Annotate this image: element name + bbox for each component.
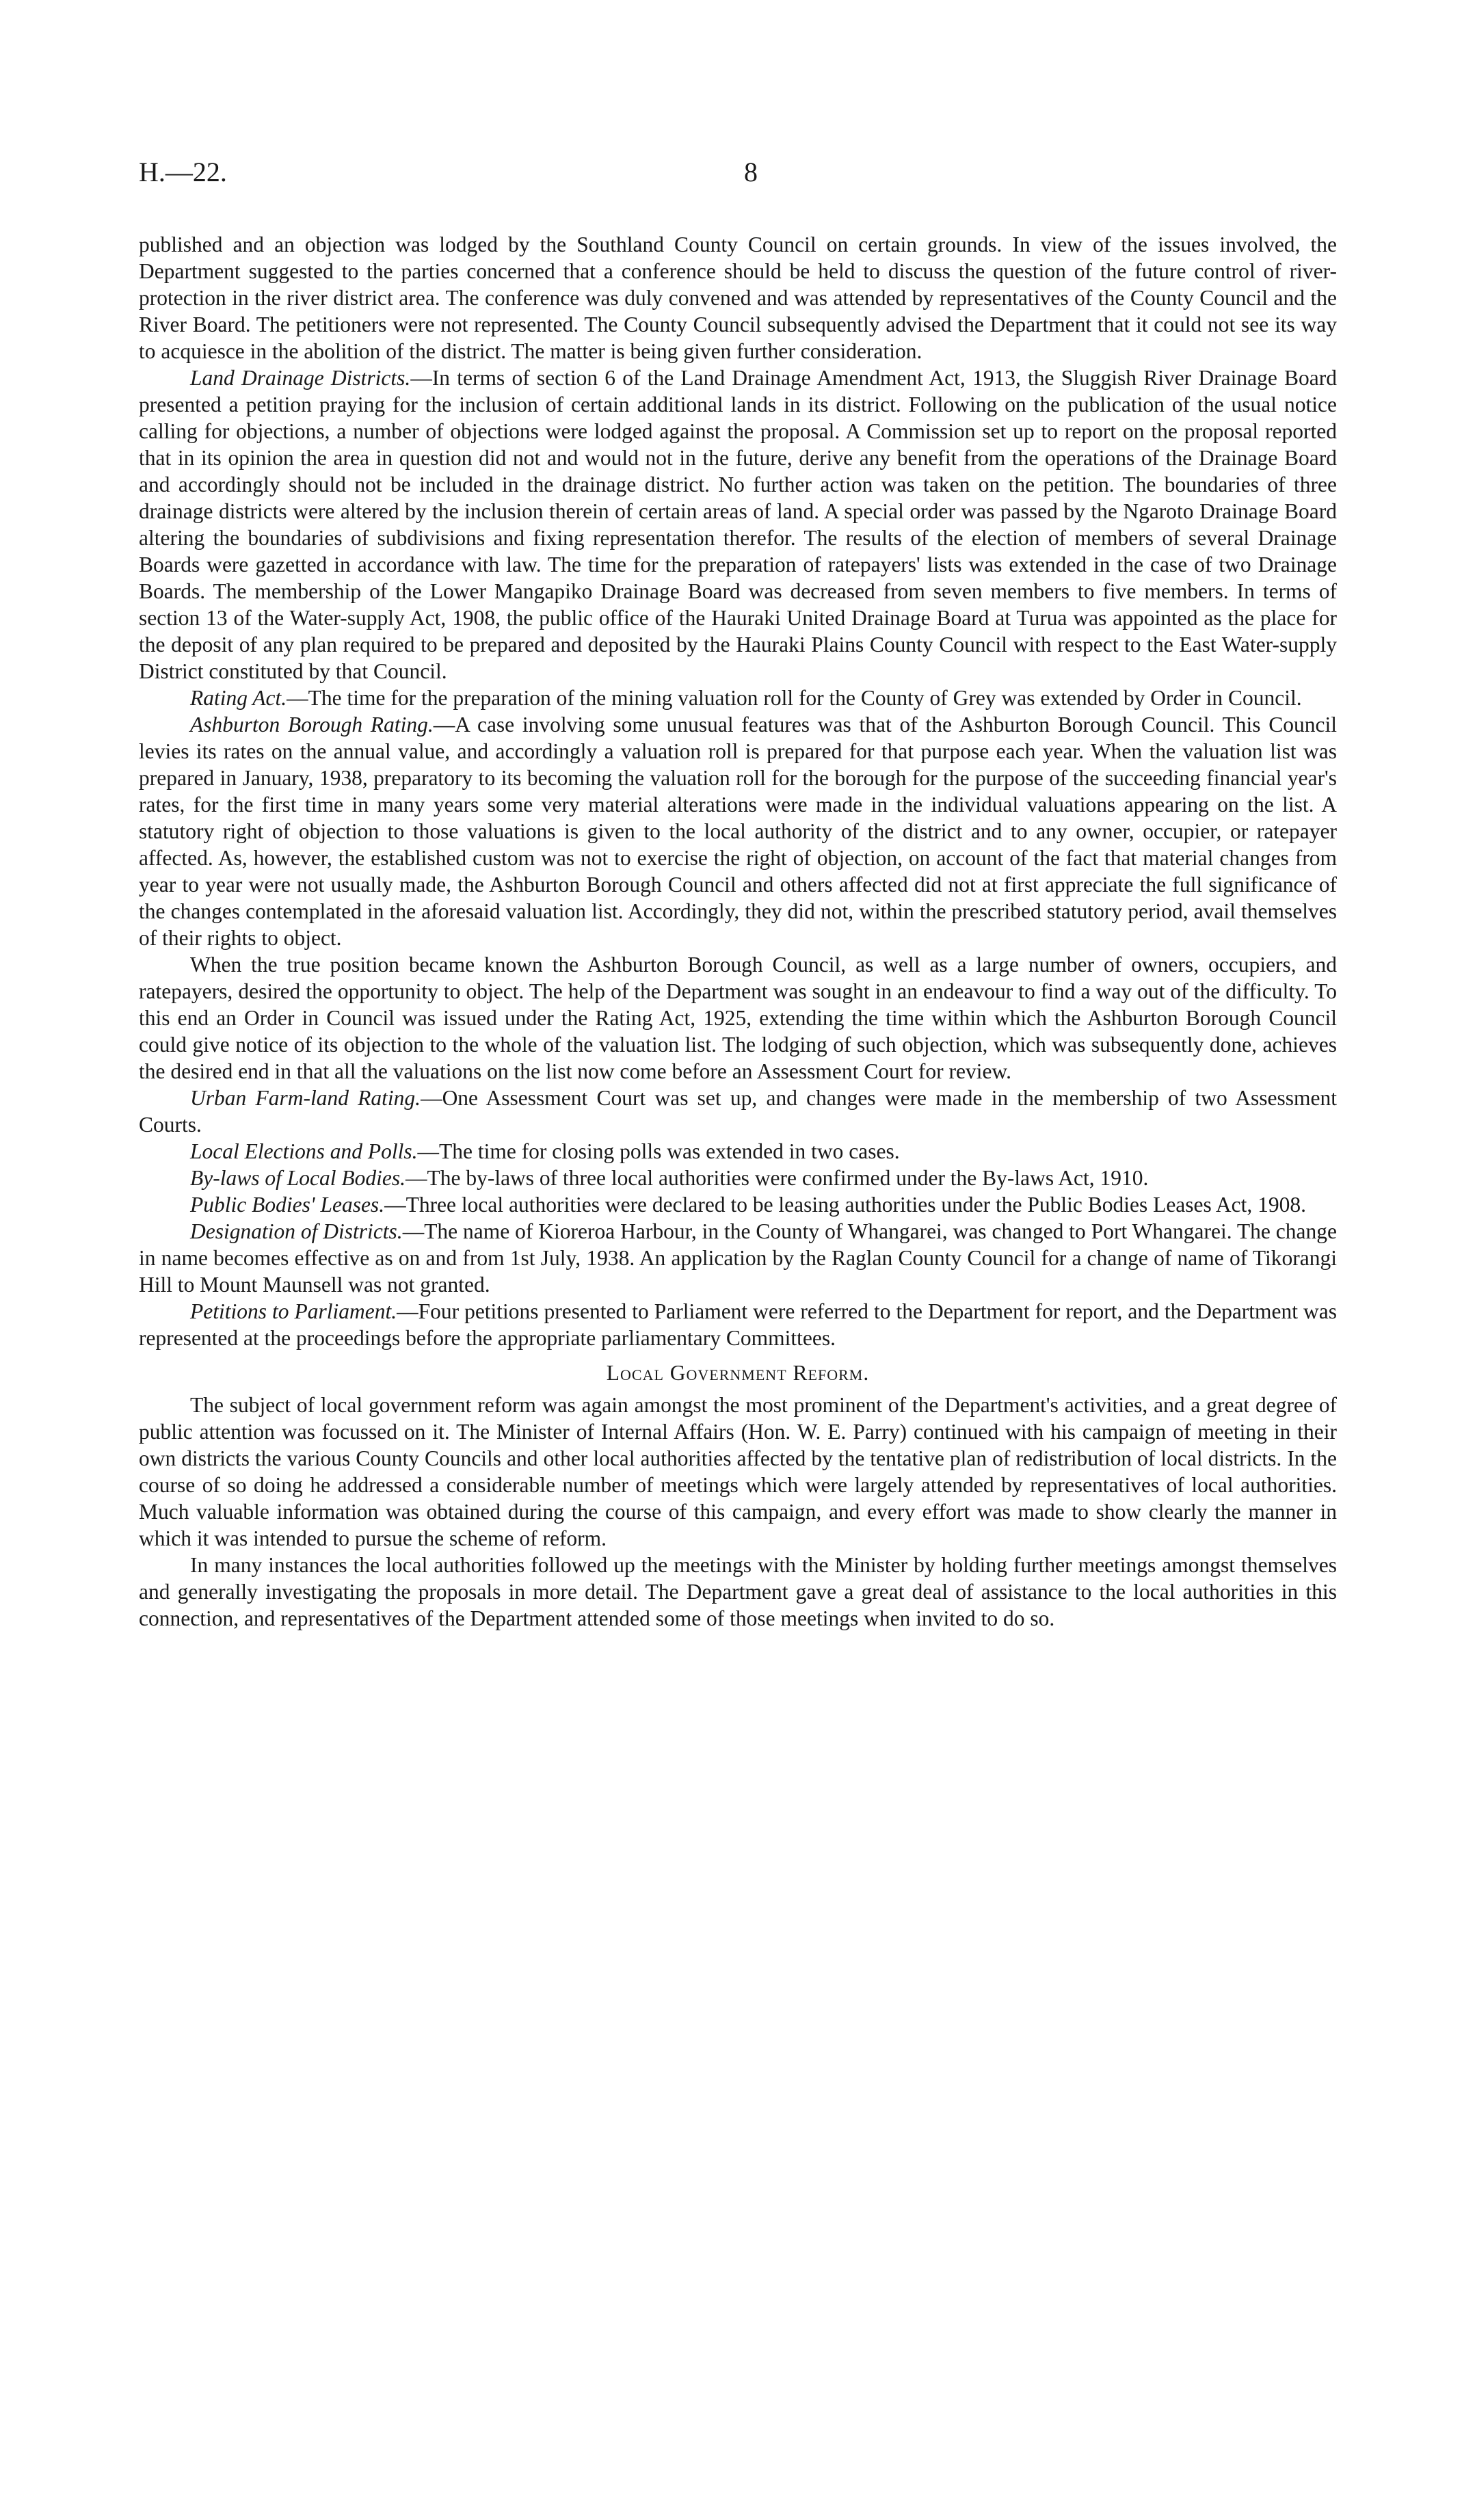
paragraph-by-laws xyxy=(139,1165,1337,1191)
body-text xyxy=(139,231,1337,1632)
paragraph xyxy=(139,1392,1337,1552)
paragraph-text: —One Assessment Court was set up, and changes were made in the membership of two Assessment Courts. xyxy=(139,1086,1337,1137)
paragraph-local-elections xyxy=(139,1138,1337,1165)
paragraph-text: In many instances the local authorities followed up the meetings with the Minister by holding further meetings amongst themselves and generally investigating the proposals in more detail. The Department gave a great deal of assistance to the local authorities in this connection, and representatives of the Department attended some of those meetings when invited to do so. xyxy=(139,1553,1337,1630)
paragraph-text: —The time for closing polls was extended in two cases. xyxy=(417,1139,900,1163)
paragraph-heading: Urban Farm-land Rating. xyxy=(190,1086,421,1110)
paragraph-heading: By-laws of Local Bodies. xyxy=(190,1166,406,1190)
paragraph-text: published and an objection was lodged by the Southland County Council on certain grounds. In view of the issues involved, the Department suggested to the parties concerned that a conference should be held to discuss the question of the future control of river-protection in the river district area. The conference was duly convened and was attended by representatives of the County Council and the River Board. The petitioners were not represented. The County Council subsequently advised the Department that it could not see its way to acquiesce in the abolition of the district. The matter is being given further consideration. xyxy=(139,233,1337,363)
paragraph-text: When the true position became known the Ashburton Borough Council, as well as a large number of owners, occupiers, and ratepayers, desired the opportunity to object. The help of the Department was sought in an endeavour to find a way out of the difficulty. To this end an Order in Council was issued under the Rating Act, 1925, extending the time within which the Ashburton Borough Council could give notice of its objection to the whole of the valuation list. The lodging of such objection, which was subsequently done, achieves the desired end in that all the valuations on the list now come before an Assessment Court for review. xyxy=(139,953,1337,1083)
paragraph-heading: Local Elections and Polls. xyxy=(190,1139,418,1163)
paragraph-heading: Ashburton Borough Rating. xyxy=(190,713,434,737)
paragraph-land-drainage xyxy=(139,364,1337,685)
paragraph xyxy=(139,1552,1337,1632)
page-header xyxy=(139,156,1363,197)
paragraph-text: —The time for the preparation of the mining valuation roll for the County of Grey was extended by Order in Council. xyxy=(287,686,1302,710)
paragraph-text: —Three local authorities were declared to be leasing authorities under the Public Bodies Leases Act, 1908. xyxy=(384,1193,1307,1217)
paragraph-heading: Petitions to Parliament. xyxy=(190,1299,397,1323)
paragraph-petitions xyxy=(139,1298,1337,1351)
paragraph xyxy=(139,231,1337,364)
paragraph-text: —Four petitions presented to Parliament were referred to the Department for report, and the Department was represented at the proceedings before the appropriate parliamentary Committees. xyxy=(139,1299,1337,1350)
paragraph xyxy=(139,951,1337,1085)
paragraph-public-bodies-leases xyxy=(139,1191,1337,1218)
section-heading: Local Government Reform. xyxy=(606,1361,870,1385)
paragraph-rating-act xyxy=(139,685,1337,711)
paragraph-heading: Land Drainage Districts. xyxy=(190,366,411,390)
paragraph-heading: Public Bodies' Leases. xyxy=(190,1193,385,1217)
paragraph-heading: Rating Act. xyxy=(190,686,287,710)
page-number: 8 xyxy=(744,157,758,187)
paragraph-text: —A case involving some unusual features was that of the Ashburton Borough Council. This Council levies its rates on the annual value, and accordingly a valuation roll is prepared for that purpose each year. When the valuation list was prepared in January, 1938, preparatory to its becoming the valuation roll for the borough for the purpose of the succeeding financial year's rates, for the first time in many years some very material alterations were made in the individual valuations appearing on the list. A statutory right of objection to those valuations is given to the local authority of the district and to any owner, occupier, or ratepayer affected. As, however, the established custom was not to exercise the right of objection, on account of the fact that material changes from year to year were not usually made, the Ashburton Borough Council and others affected did not at first appreciate the full significance of the changes contemplated in the aforesaid valuation list. Accordingly, they did not, within the prescribed statutory period, avail themselves of their rights to object. xyxy=(139,713,1337,950)
document-reference: H.—22. xyxy=(139,157,227,187)
paragraph-text: —The name of Kioreroa Harbour, in the County of Whangarei, was changed to Port Whangarei. The change in name becomes effective as on and from 1st July, 1938. An application by the Raglan County Council for a change of name of Tikorangi Hill to Mount Maunsell was not granted. xyxy=(139,1219,1337,1297)
paragraph-heading: Designation of Districts. xyxy=(190,1219,403,1243)
paragraph-text: The subject of local government reform was again amongst the most prominent of the Department's activities, and a great degree of public attention was focussed on it. The Minister of Internal Affairs (Hon. W. E. Parry) continued with his campaign of meeting in their own districts the various County Councils and other local authorities affected by the tentative plan of redistribution of local districts. In the course of so doing he addressed a considerable number of meetings which were largely attended by representatives of local authorities. Much valuable information was obtained during the course of this campaign, and every effort was made to show clearly the manner in which it was intended to pursue the scheme of reform. xyxy=(139,1393,1337,1550)
paragraph-designation-of-districts xyxy=(139,1218,1337,1298)
paragraph-text: —In terms of section 6 of the Land Drainage Amendment Act, 1913, the Sluggish River Drainage Board presented a petition praying for the inclusion of certain additional lands in its district. Following on the publication of the usual notice calling for objections, a number of objections were lodged against the proposal. A Commission set up to report on the proposal reported that in its opinion the area in question did not and would not in the future, derive any benefit from the operations of the Drainage Board and accordingly should not be included in the drainage district. No further action was taken on the petition. The boundaries of three drainage districts were altered by the inclusion therein of certain areas of land. A special order was passed by the Ngaroto Drainage Board altering the boundaries of subdivisions and fixing representation therefor. The results of the election of members of several Drainage Boards were gazetted in accordance with law. The time for the preparation of ratepayers' lists was extended in the case of two Drainage Boards. The membership of the Lower Mangapiko Drainage Board was decreased from seven members to five members. In terms of section 13 of the Water-supply Act, 1908, the public office of the Hauraki United Drainage Board at Turua was appointed as the place for the deposit of any plan required to be prepared and deposited by the Hauraki Plains County Council with respect to the East Water-supply District constituted by that Council. xyxy=(139,366,1337,683)
paragraph-urban-farm-land xyxy=(139,1085,1337,1138)
paragraph-text: —The by-laws of three local authorities were confirmed under the By-laws Act, 1910. xyxy=(405,1166,1149,1190)
paragraph-ashburton-rating xyxy=(139,711,1337,951)
